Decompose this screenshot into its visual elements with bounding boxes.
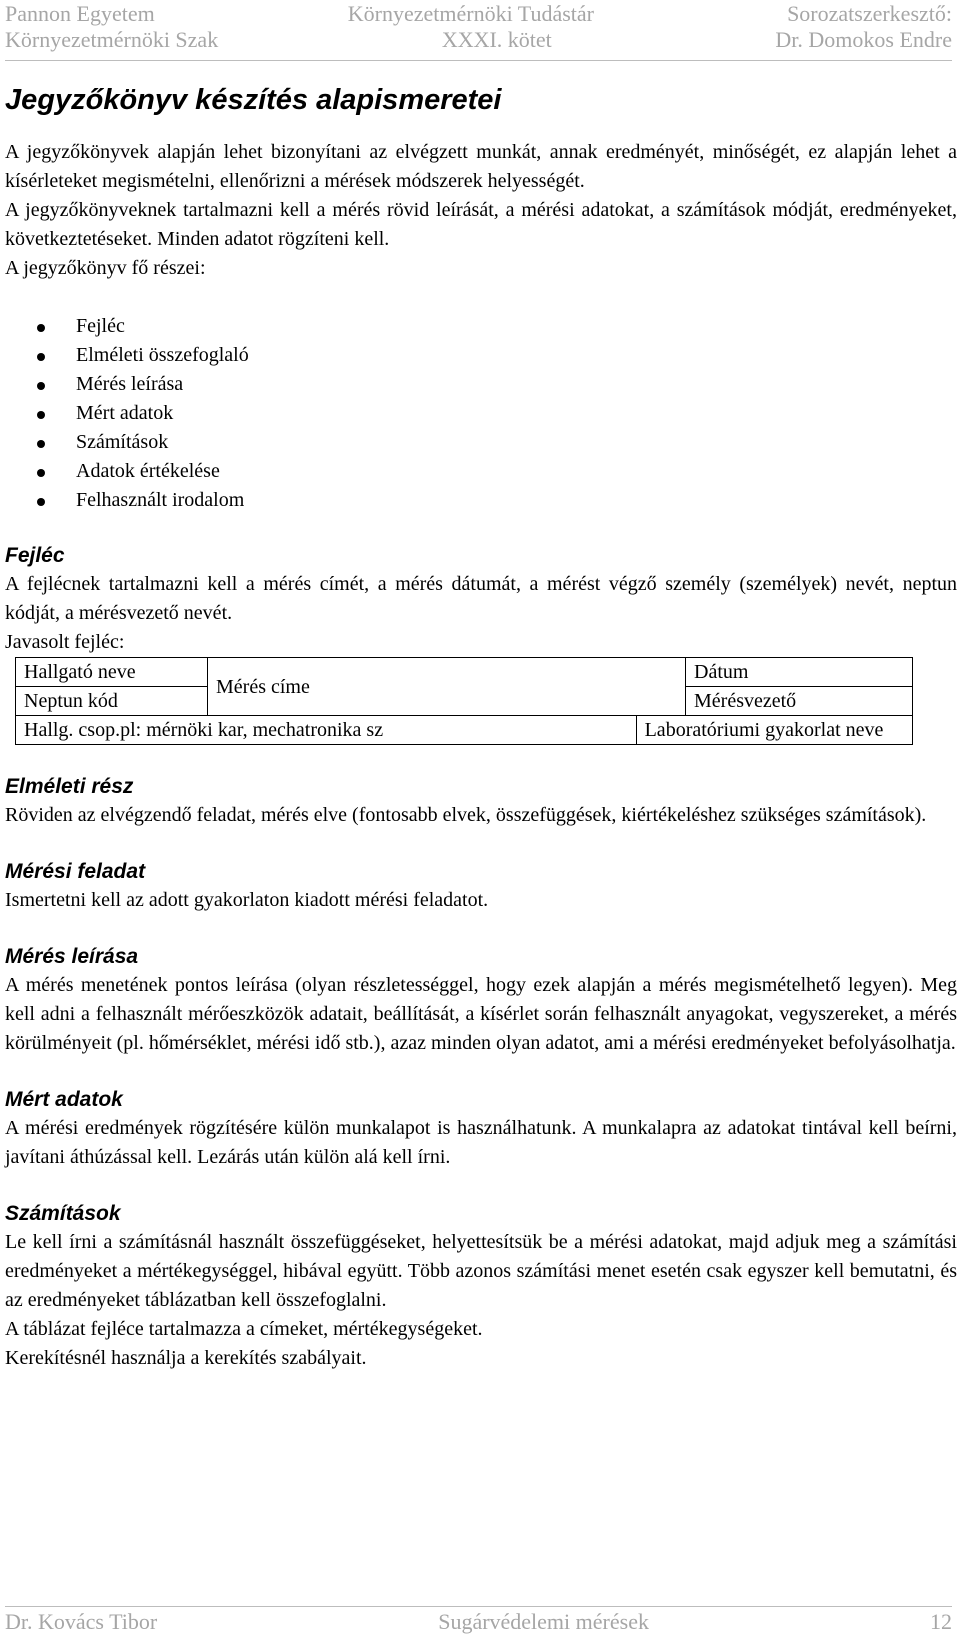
footer-divider bbox=[5, 1606, 952, 1607]
section-fejlec bbox=[5, 542, 957, 745]
header-series: Környezetmérnöki Tudástár bbox=[347, 1, 594, 26]
list-item: Számítások bbox=[5, 428, 957, 457]
section-text: Ismertetni kell az adott gyakorlaton kiadott mérési feladatot. bbox=[5, 889, 489, 911]
section-elmeleti bbox=[5, 773, 957, 830]
section-szamitasok bbox=[5, 1200, 957, 1373]
page-number: 12 bbox=[929, 1609, 952, 1634]
parts-list bbox=[5, 312, 957, 515]
suggested-header-label: Javasolt fejléc: bbox=[5, 631, 125, 653]
list-item: Mérés leírása bbox=[5, 370, 957, 399]
section-mert-adatok bbox=[5, 1086, 957, 1172]
section-heading: Elméleti rész bbox=[5, 775, 134, 798]
table-cell: Hallg. csop.pl: mérnöki kar, mechatronika sz bbox=[16, 716, 637, 745]
section-leiras bbox=[5, 943, 957, 1058]
header-editor-label: Sorozatszerkesztő: bbox=[787, 1, 952, 26]
page-title: Jegyzőkönyv készítés alapismeretei bbox=[5, 84, 502, 116]
page-footer bbox=[5, 1606, 952, 1636]
section-heading: Mérés leírása bbox=[5, 945, 139, 968]
header-row-1 bbox=[5, 0, 952, 28]
table-cell: Laboratóriumi gyakorlat neve bbox=[636, 716, 912, 745]
footer-author: Dr. Kovács Tibor bbox=[5, 1609, 158, 1634]
table-cell: Dátum bbox=[686, 658, 913, 687]
section-text: Kerekítésnél használja a kerekítés szabályait. bbox=[5, 1347, 367, 1369]
section-feladat bbox=[5, 858, 957, 915]
footer-title: Sugárvédelemi mérések bbox=[438, 1609, 649, 1634]
table-cell: Mérésvezető bbox=[686, 687, 913, 716]
section-text: A mérés menetének pontos leírása (olyan részletességgel, hogy ezek alapján a mérés megismételhető legyen). Meg kell adni a felhasznált mérőeszközök adatait, beállítását, a kísérlet során felhasznált anyagokat, vegyszereket, a mérés körülményeit (pl. hőmérséklet, mérési idő stb.), azaz minden olyan adatot, ami a mérési eredményeket befolyásolhatja. bbox=[5, 974, 957, 1054]
header-university: Pannon Egyetem bbox=[5, 1, 155, 26]
table-cell: Mérés címe bbox=[208, 658, 686, 716]
intro-paragraph-3: A jegyzőkönyv fő részei: bbox=[5, 257, 206, 279]
header-row-2 bbox=[5, 26, 952, 54]
parts-list-wrapper bbox=[5, 312, 957, 515]
intro-paragraph-2: A jegyzőkönyveknek tartalmazni kell a mérés rövid leírását, a mérési adatokat, a számítások módját, eredményeket, következtetéseket. Minden adatot rögzíteni kell. bbox=[5, 199, 957, 250]
section-text: Le kell írni a számításnál használt összefüggéseket, helyettesítsük be a mérési adatokat, majd adjuk meg a számítási eredményeket a mértékegységgel, hibával együtt. Több azonos számítási menet esetén csak egyszer kell bemutatni, és az eredményeket táblázatban kell összefoglalni. bbox=[5, 1231, 957, 1311]
header-program: Környezetmérnöki Szak bbox=[5, 27, 219, 52]
section-heading: Számítások bbox=[5, 1202, 121, 1225]
document-body bbox=[5, 80, 957, 1373]
section-text: A táblázat fejléce tartalmazza a címeket, mértékegységeket. bbox=[5, 1318, 483, 1340]
header-divider bbox=[5, 60, 952, 61]
table-cell: Hallgató neve bbox=[16, 658, 208, 687]
footer-row bbox=[5, 1608, 952, 1636]
list-item: Mért adatok bbox=[5, 399, 957, 428]
header-volume: XXXI. kötet bbox=[441, 27, 552, 52]
section-text: A fejlécnek tartalmazni kell a mérés címét, a mérés dátumát, a mérést végző személy (személyek) nevét, neptun kódját, a mérésvezető nevét. bbox=[5, 573, 957, 624]
list-item: Felhasznált irodalom bbox=[5, 486, 957, 515]
section-text: A mérési eredmények rögzítésére külön munkalapot is használhatunk. A munkalapra az adatokat tintával kell beírni, javítani áthúzással kell. Lezárás után külön alá kell írni. bbox=[5, 1117, 957, 1168]
intro-paragraph-1: A jegyzőkönyvek alapján lehet bizonyítani az elvégzett munkát, annak eredményét, minőségét, ez alapján lehet a kísérleteket megismételni, ellenőrizni a mérések módszerek helyességét. bbox=[5, 141, 957, 192]
suggested-header-table bbox=[15, 657, 913, 745]
section-heading: Mérési feladat bbox=[5, 860, 146, 883]
section-heading: Fejléc bbox=[5, 544, 65, 567]
intro-section bbox=[5, 138, 957, 283]
list-item: Elméleti összefoglaló bbox=[5, 341, 957, 370]
list-item: Adatok értékelése bbox=[5, 457, 957, 486]
header-editor-name: Dr. Domokos Endre bbox=[775, 27, 952, 52]
section-text: Röviden az elvégzendő feladat, mérés elve (fontosabb elvek, összefüggések, kiértékeléshez szükséges számítások). bbox=[5, 804, 927, 826]
table-cell: Neptun kód bbox=[16, 687, 208, 716]
section-heading: Mért adatok bbox=[5, 1088, 123, 1111]
list-item: Fejléc bbox=[5, 312, 957, 341]
